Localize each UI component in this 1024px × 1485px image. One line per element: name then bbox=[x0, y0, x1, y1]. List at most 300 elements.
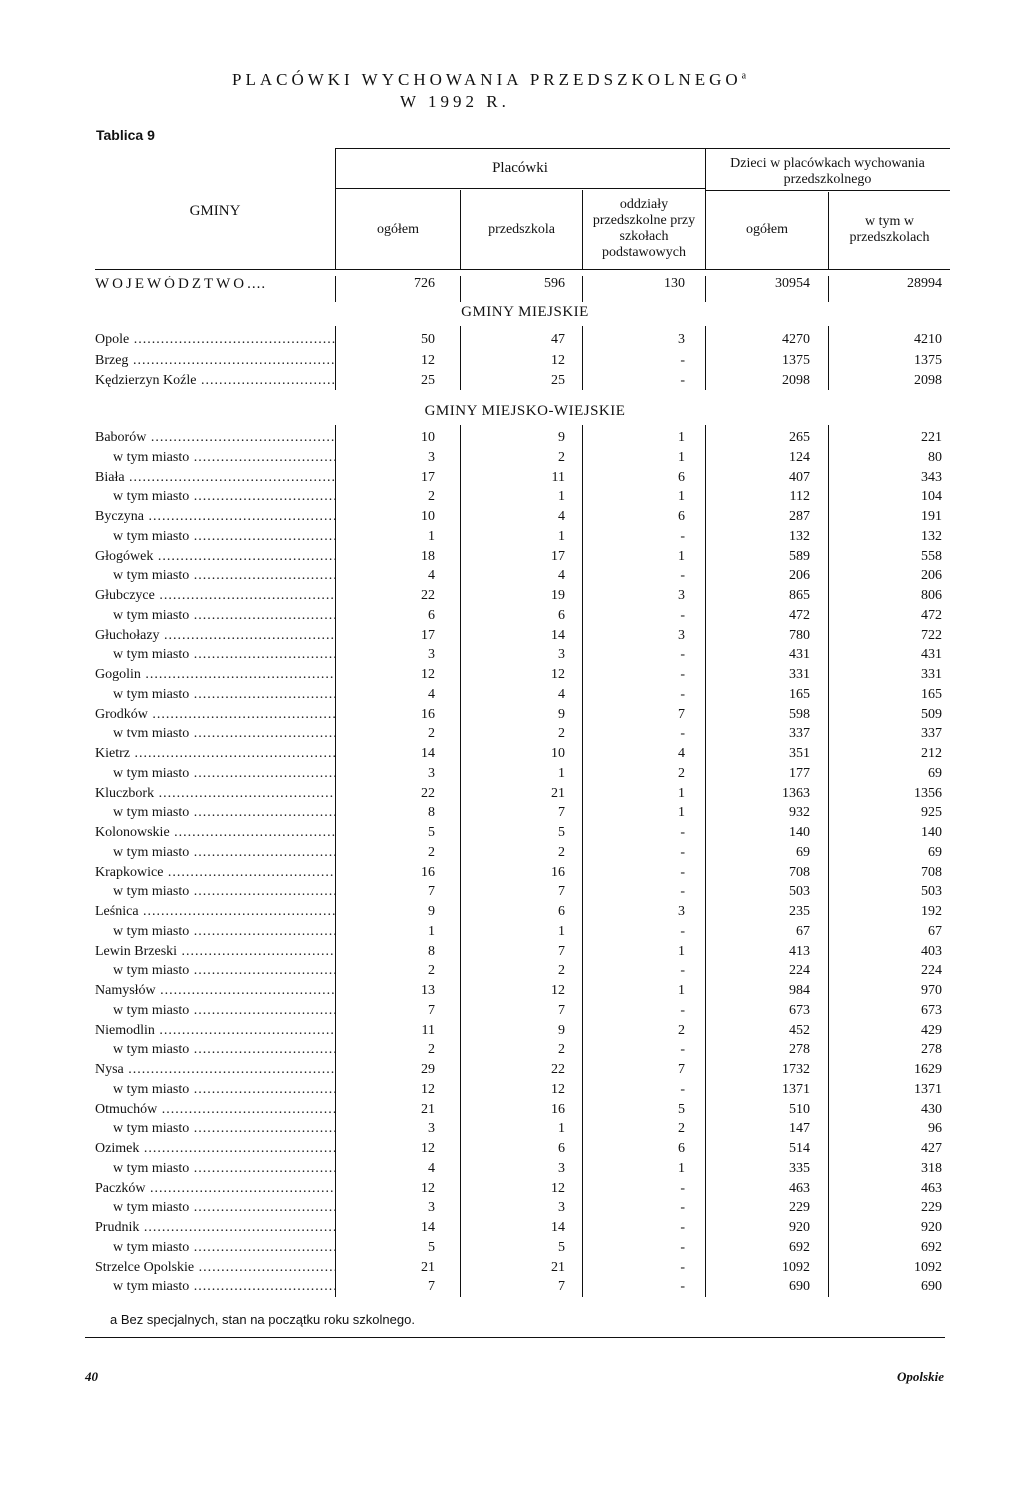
cell-w-przedszkolach: 221 bbox=[921, 430, 942, 445]
table-subrow bbox=[0, 1082, 1024, 1102]
cell-oddzialy: 5 bbox=[678, 1101, 685, 1117]
cell-ogolem: 726 bbox=[414, 276, 435, 291]
cell-oddzialy: - bbox=[680, 1259, 685, 1275]
row-name: w tym miasto ..... bbox=[113, 1279, 335, 1295]
cell-przedszkola: 14 bbox=[551, 1220, 565, 1235]
table-row bbox=[0, 667, 1024, 687]
cell-dzieci-ogolem: 598 bbox=[789, 706, 810, 722]
cell-przedszkola: 16 bbox=[551, 864, 565, 880]
cell-oddzialy: 6 bbox=[678, 469, 685, 485]
cell-dzieci-ogolem: 514 bbox=[789, 1141, 810, 1156]
row-name: Lewin Brzeski ..... bbox=[95, 944, 335, 960]
cell-w-przedszkolach: 229 bbox=[921, 1200, 942, 1216]
table-row bbox=[0, 430, 1024, 450]
cell-oddzialy: 2 bbox=[678, 1121, 685, 1137]
table-subrow bbox=[0, 647, 1024, 667]
row-name: w tym miasto ..... bbox=[113, 1161, 335, 1177]
cell-dzieci-ogolem: 337 bbox=[789, 726, 810, 742]
cell-ogolem: 10 bbox=[421, 430, 435, 445]
cell-oddzialy: 3 bbox=[678, 332, 685, 347]
cell-dzieci-ogolem: 865 bbox=[789, 588, 810, 603]
cell-przedszkola: 3 bbox=[558, 1200, 565, 1216]
row-name: w tym miasto ..... bbox=[113, 805, 335, 821]
cell-ogolem: 2 bbox=[428, 844, 435, 860]
cell-przedszkola: 6 bbox=[558, 904, 565, 919]
cell-oddzialy: - bbox=[680, 647, 685, 663]
cell-dzieci-ogolem: 124 bbox=[789, 449, 810, 465]
cell-w-przedszkolach: 472 bbox=[921, 607, 942, 623]
cell-ogolem: 7 bbox=[428, 1279, 435, 1295]
cell-w-przedszkolach: 191 bbox=[921, 509, 942, 524]
cell-w-przedszkolach: 28994 bbox=[907, 276, 942, 291]
row-name: w tym miasto ..... bbox=[113, 766, 335, 782]
cell-dzieci-ogolem: 206 bbox=[789, 568, 810, 584]
row-name: Opole ..... bbox=[95, 332, 335, 348]
table-row bbox=[0, 1220, 1024, 1240]
row-name: Niemodlin ..... bbox=[95, 1023, 335, 1039]
cell-oddzialy: - bbox=[680, 1180, 685, 1196]
placowki-rule bbox=[335, 188, 705, 189]
table-row bbox=[0, 470, 1024, 490]
table-row bbox=[0, 865, 1024, 885]
cell-ogolem: 3 bbox=[428, 1200, 435, 1216]
cell-w-przedszkolach: 337 bbox=[921, 726, 942, 742]
table-subrow bbox=[0, 963, 1024, 983]
cell-przedszkola: 2 bbox=[558, 844, 565, 860]
row-name: Baborów ..... bbox=[95, 430, 335, 446]
cell-dzieci-ogolem: 112 bbox=[789, 489, 810, 505]
cell-przedszkola: 47 bbox=[551, 332, 565, 347]
table-subrow bbox=[0, 1200, 1024, 1220]
cell-przedszkola: 11 bbox=[551, 469, 565, 485]
row-name: w tym miasto ..... bbox=[113, 1121, 335, 1137]
cell-przedszkola: 4 bbox=[558, 568, 565, 584]
cell-ogolem: 22 bbox=[421, 785, 435, 801]
cell-przedszkola: 12 bbox=[551, 352, 565, 368]
cell-przedszkola: 16 bbox=[551, 1101, 565, 1117]
cell-przedszkola: 3 bbox=[558, 1160, 565, 1176]
row-name: Byczyna ..... bbox=[95, 509, 335, 525]
cell-w-przedszkolach: 1092 bbox=[914, 1259, 942, 1275]
row-name: Kluczbork ..... bbox=[95, 786, 335, 802]
cell-ogolem: 14 bbox=[421, 1220, 435, 1235]
cell-w-przedszkolach: 427 bbox=[921, 1141, 942, 1156]
header-top-rule bbox=[335, 148, 950, 149]
cell-oddzialy: 130 bbox=[664, 276, 685, 291]
cell-przedszkola: 9 bbox=[558, 1022, 565, 1038]
cell-oddzialy: 1 bbox=[678, 805, 685, 821]
cell-oddzialy: 3 bbox=[678, 588, 685, 603]
row-name: w tym miasto ..... bbox=[113, 687, 335, 703]
cell-ogolem: 12 bbox=[421, 1180, 435, 1196]
cell-w-przedszkolach: 509 bbox=[921, 706, 942, 722]
page-running-title: Opolskie bbox=[897, 1369, 944, 1384]
cell-w-przedszkolach: 96 bbox=[928, 1121, 942, 1137]
row-name: w tym miasto ..... bbox=[113, 647, 335, 663]
row-name: w tym miasto ..... bbox=[113, 884, 335, 900]
cell-dzieci-ogolem: 472 bbox=[789, 607, 810, 623]
cell-w-przedszkolach: 69 bbox=[928, 765, 942, 781]
table-row bbox=[0, 746, 1024, 766]
cell-oddzialy: 1 bbox=[678, 983, 685, 998]
row-name: Grodków ..... bbox=[95, 707, 335, 723]
table-subrow bbox=[0, 1042, 1024, 1062]
cell-ogolem: 12 bbox=[421, 1141, 435, 1156]
row-name: Głuchołazy ..... bbox=[95, 628, 335, 644]
cell-oddzialy: 6 bbox=[678, 1141, 685, 1156]
table-subrow bbox=[0, 845, 1024, 865]
cell-oddzialy: 6 bbox=[678, 509, 685, 524]
table-row bbox=[0, 1102, 1024, 1122]
cell-ogolem: 21 bbox=[421, 1101, 435, 1117]
cell-przedszkola: 7 bbox=[558, 805, 565, 821]
table-subrow bbox=[0, 608, 1024, 628]
cell-dzieci-ogolem: 780 bbox=[789, 627, 810, 643]
cell-ogolem: 17 bbox=[421, 469, 435, 485]
header-ogolem: ogółem bbox=[377, 222, 419, 237]
cell-ogolem: 10 bbox=[421, 509, 435, 524]
table-subrow bbox=[0, 1003, 1024, 1023]
header-dzieci-ogolem: ogółem bbox=[746, 222, 788, 237]
cell-oddzialy: - bbox=[680, 884, 685, 900]
table-subrow bbox=[0, 766, 1024, 786]
cell-przedszkola: 25 bbox=[551, 373, 565, 388]
cell-oddzialy: - bbox=[680, 686, 685, 702]
row-name: Kietrz ..... bbox=[95, 746, 335, 762]
row-name: w tym miasto ..... bbox=[113, 845, 335, 861]
header-bottom-rule bbox=[95, 269, 950, 270]
cell-przedszkola: 1 bbox=[558, 528, 565, 544]
cell-oddzialy: 3 bbox=[678, 627, 685, 643]
table-row bbox=[0, 1260, 1024, 1280]
cell-w-przedszkolach: 343 bbox=[921, 469, 942, 485]
cell-przedszkola: 1 bbox=[558, 1121, 565, 1137]
row-name: w tym miasto ..... bbox=[113, 1082, 335, 1098]
table-subrow bbox=[0, 687, 1024, 707]
cell-w-przedszkolach: 1629 bbox=[914, 1062, 942, 1077]
cell-ogolem: 2 bbox=[428, 963, 435, 979]
cell-oddzialy: 2 bbox=[678, 1022, 685, 1038]
cell-ogolem: 7 bbox=[428, 1002, 435, 1018]
cell-ogolem: 2 bbox=[428, 1042, 435, 1058]
row-name: w tym miasto ..... bbox=[113, 1200, 335, 1216]
row-name: Kędzierzyn Koźle ..... bbox=[95, 373, 335, 389]
cell-ogolem: 29 bbox=[421, 1062, 435, 1077]
cell-oddzialy: - bbox=[680, 923, 685, 939]
cell-dzieci-ogolem: 503 bbox=[789, 884, 810, 900]
cell-dzieci-ogolem: 984 bbox=[789, 983, 810, 998]
table-label: Tablica 9 bbox=[96, 127, 155, 143]
cell-w-przedszkolach: 140 bbox=[921, 825, 942, 840]
cell-ogolem: 16 bbox=[421, 864, 435, 880]
header-w-tym: w tym w przedszkolach bbox=[849, 214, 930, 245]
cell-ogolem: 12 bbox=[421, 1081, 435, 1097]
cell-w-przedszkolach: 1371 bbox=[914, 1081, 942, 1097]
cell-dzieci-ogolem: 67 bbox=[796, 923, 810, 939]
table-row bbox=[0, 509, 1024, 529]
table-row bbox=[0, 707, 1024, 727]
cell-w-przedszkolach: 429 bbox=[921, 1022, 942, 1038]
page-title bbox=[232, 70, 750, 90]
cell-dzieci-ogolem: 147 bbox=[789, 1121, 810, 1137]
header-gminy: GMINY bbox=[189, 203, 241, 219]
cell-w-przedszkolach: 920 bbox=[921, 1220, 942, 1235]
cell-dzieci-ogolem: 673 bbox=[789, 1002, 810, 1018]
cell-ogolem: 21 bbox=[421, 1259, 435, 1275]
cell-ogolem: 3 bbox=[428, 647, 435, 663]
cell-dzieci-ogolem: 177 bbox=[789, 765, 810, 781]
cell-przedszkola: 12 bbox=[551, 667, 565, 682]
cell-przedszkola: 4 bbox=[558, 686, 565, 702]
cell-w-przedszkolach: 690 bbox=[921, 1279, 942, 1295]
cell-przedszkola: 12 bbox=[551, 1180, 565, 1196]
cell-ogolem: 7 bbox=[428, 884, 435, 900]
cell-przedszkola: 1 bbox=[558, 765, 565, 781]
cell-ogolem: 4 bbox=[428, 1160, 435, 1176]
table-row bbox=[0, 944, 1024, 964]
cell-przedszkola: 19 bbox=[551, 588, 565, 603]
cell-ogolem: 1 bbox=[428, 528, 435, 544]
cell-ogolem: 5 bbox=[428, 1239, 435, 1255]
row-name: w tym miasto ..... bbox=[113, 450, 335, 466]
cell-przedszkola: 21 bbox=[551, 1259, 565, 1275]
cell-dzieci-ogolem: 69 bbox=[796, 844, 810, 860]
row-name: Paczków ..... bbox=[95, 1181, 335, 1197]
row-name: Nysa ..... bbox=[95, 1062, 335, 1078]
cell-w-przedszkolach: 925 bbox=[921, 805, 942, 821]
cell-w-przedszkolach: 708 bbox=[921, 864, 942, 880]
table-subrow bbox=[0, 1240, 1024, 1260]
cell-dzieci-ogolem: 351 bbox=[789, 746, 810, 761]
table-subrow bbox=[0, 450, 1024, 470]
cell-dzieci-ogolem: 165 bbox=[789, 686, 810, 702]
cell-w-przedszkolach: 970 bbox=[921, 983, 942, 998]
cell-oddzialy: - bbox=[680, 726, 685, 742]
row-name: Biała ..... bbox=[95, 470, 335, 486]
title-text: PLACÓWKI WYCHOWANIA PRZEDSZKOLNEGO bbox=[232, 70, 742, 89]
cell-w-przedszkolach: 206 bbox=[921, 568, 942, 584]
cell-oddzialy: 1 bbox=[678, 1160, 685, 1176]
header-oddzialy: oddziały przedszkolne przy szkołach podstawowych bbox=[592, 197, 696, 260]
cell-oddzialy: 2 bbox=[678, 765, 685, 781]
page-number: 40 bbox=[85, 1369, 98, 1384]
cell-dzieci-ogolem: 1375 bbox=[782, 352, 810, 368]
cell-oddzialy: - bbox=[680, 1042, 685, 1058]
cell-w-przedszkolach: 722 bbox=[921, 627, 942, 643]
cell-przedszkola: 6 bbox=[558, 607, 565, 623]
cell-ogolem: 50 bbox=[421, 332, 435, 347]
row-name: Leśnica ..... bbox=[95, 904, 335, 920]
row-name: Głogówek ..... bbox=[95, 549, 335, 565]
cell-ogolem: 13 bbox=[421, 983, 435, 998]
cell-ogolem: 6 bbox=[428, 607, 435, 623]
table-row-wojewodztwo bbox=[0, 276, 1024, 296]
cell-przedszkola: 6 bbox=[558, 1141, 565, 1156]
cell-w-przedszkolach: 1375 bbox=[914, 352, 942, 368]
cell-ogolem: 18 bbox=[421, 548, 435, 564]
cell-dzieci-ogolem: 589 bbox=[789, 548, 810, 564]
cell-ogolem: 8 bbox=[428, 805, 435, 821]
row-name: w tym miasto ..... bbox=[113, 1042, 335, 1058]
cell-oddzialy: 1 bbox=[678, 548, 685, 564]
cell-ogolem: 16 bbox=[421, 706, 435, 722]
page-footer-rule bbox=[85, 1337, 945, 1338]
cell-dzieci-ogolem: 510 bbox=[789, 1101, 810, 1117]
cell-ogolem: 5 bbox=[428, 825, 435, 840]
table-row bbox=[0, 353, 1024, 373]
cell-przedszkola: 22 bbox=[551, 1062, 565, 1077]
row-name: Strzelce Opolskie ..... bbox=[95, 1260, 335, 1276]
cell-przedszkola: 14 bbox=[551, 627, 565, 643]
section-heading-miejskie: GMINY MIEJSKIE bbox=[461, 304, 589, 320]
cell-w-przedszkolach: 2098 bbox=[914, 373, 942, 388]
cell-ogolem: 4 bbox=[428, 568, 435, 584]
row-name: Otmuchów ..... bbox=[95, 1102, 335, 1118]
cell-oddzialy: - bbox=[680, 568, 685, 584]
cell-w-przedszkolach: 278 bbox=[921, 1042, 942, 1058]
table-subrow bbox=[0, 1279, 1024, 1299]
table-row bbox=[0, 1023, 1024, 1043]
cell-oddzialy: - bbox=[680, 1081, 685, 1097]
cell-ogolem: 14 bbox=[421, 746, 435, 761]
row-name: Kolonowskie ..... bbox=[95, 825, 335, 841]
cell-ogolem: 2 bbox=[428, 726, 435, 742]
cell-ogolem: 4 bbox=[428, 686, 435, 702]
cell-oddzialy: - bbox=[680, 607, 685, 623]
table-subrow bbox=[0, 568, 1024, 588]
cell-przedszkola: 7 bbox=[558, 884, 565, 900]
cell-ogolem: 9 bbox=[428, 904, 435, 919]
cell-przedszkola: 3 bbox=[558, 647, 565, 663]
cell-przedszkola: 5 bbox=[558, 1239, 565, 1255]
row-name: w tym miasto ..... bbox=[113, 489, 335, 505]
cell-w-przedszkolach: 806 bbox=[921, 588, 942, 603]
row-name: w tym miasto ..... bbox=[113, 963, 335, 979]
cell-w-przedszkolach: 463 bbox=[921, 1180, 942, 1196]
cell-ogolem: 22 bbox=[421, 588, 435, 603]
footnote: a Bez specjalnych, stan na początku roku szkolnego. bbox=[110, 1312, 415, 1327]
header-przedszkola: przedszkola bbox=[488, 222, 555, 237]
cell-dzieci-ogolem: 1363 bbox=[782, 785, 810, 801]
cell-dzieci-ogolem: 2098 bbox=[782, 373, 810, 388]
row-name: w tym miasto ..... bbox=[113, 1240, 335, 1256]
cell-dzieci-ogolem: 1732 bbox=[782, 1062, 810, 1077]
cell-przedszkola: 1 bbox=[558, 923, 565, 939]
row-name: w tym miasto ..... bbox=[113, 568, 335, 584]
cell-oddzialy: - bbox=[680, 864, 685, 880]
cell-w-przedszkolach: 4210 bbox=[914, 332, 942, 347]
cell-ogolem: 8 bbox=[428, 943, 435, 959]
table-subrow bbox=[0, 529, 1024, 549]
cell-przedszkola: 5 bbox=[558, 825, 565, 840]
cell-dzieci-ogolem: 265 bbox=[789, 430, 810, 445]
cell-przedszkola: 7 bbox=[558, 943, 565, 959]
cell-w-przedszkolach: 67 bbox=[928, 923, 942, 939]
cell-w-przedszkolach: 403 bbox=[921, 943, 942, 959]
cell-w-przedszkolach: 165 bbox=[921, 686, 942, 702]
cell-ogolem: 17 bbox=[421, 627, 435, 643]
cell-w-przedszkolach: 503 bbox=[921, 884, 942, 900]
cell-oddzialy: 7 bbox=[678, 1062, 685, 1077]
cell-oddzialy: - bbox=[680, 373, 685, 388]
cell-oddzialy: 1 bbox=[678, 943, 685, 959]
row-name: w tvm miasto ..... bbox=[113, 726, 335, 742]
cell-przedszkola: 2 bbox=[558, 1042, 565, 1058]
cell-przedszkola: 9 bbox=[558, 430, 565, 445]
cell-dzieci-ogolem: 708 bbox=[789, 864, 810, 880]
cell-przedszkola: 12 bbox=[551, 983, 565, 998]
cell-w-przedszkolach: 331 bbox=[921, 667, 942, 682]
table-subrow bbox=[0, 884, 1024, 904]
cell-w-przedszkolach: 673 bbox=[921, 1002, 942, 1018]
cell-ogolem: 11 bbox=[421, 1022, 435, 1038]
cell-dzieci-ogolem: 413 bbox=[789, 943, 810, 959]
row-name: w tym miasto ..... bbox=[113, 924, 335, 940]
cell-oddzialy: - bbox=[680, 844, 685, 860]
cell-przedszkola: 9 bbox=[558, 706, 565, 722]
cell-oddzialy: - bbox=[680, 1220, 685, 1235]
cell-przedszkola: 7 bbox=[558, 1002, 565, 1018]
cell-w-przedszkolach: 69 bbox=[928, 844, 942, 860]
row-name: Namysłów ..... bbox=[95, 983, 335, 999]
table-subrow bbox=[0, 1161, 1024, 1181]
cell-oddzialy: - bbox=[680, 1279, 685, 1295]
cell-dzieci-ogolem: 690 bbox=[789, 1279, 810, 1295]
cell-dzieci-ogolem: 431 bbox=[789, 647, 810, 663]
cell-ogolem: 3 bbox=[428, 449, 435, 465]
cell-w-przedszkolach: 431 bbox=[921, 647, 942, 663]
table-subrow bbox=[0, 1121, 1024, 1141]
page-subtitle: W 1992 R. bbox=[400, 92, 510, 111]
cell-przedszkola: 10 bbox=[551, 746, 565, 761]
cell-przedszkola: 1 bbox=[558, 489, 565, 505]
table-row bbox=[0, 825, 1024, 845]
cell-oddzialy: - bbox=[680, 667, 685, 682]
cell-dzieci-ogolem: 4270 bbox=[782, 332, 810, 347]
row-name: w tym miasto ..... bbox=[113, 529, 335, 545]
table-subrow bbox=[0, 726, 1024, 746]
table-row bbox=[0, 786, 1024, 806]
cell-oddzialy: - bbox=[680, 1002, 685, 1018]
cell-w-przedszkolach: 104 bbox=[921, 489, 942, 505]
cell-ogolem: 2 bbox=[428, 489, 435, 505]
cell-oddzialy: - bbox=[680, 825, 685, 840]
dzieci-rule bbox=[705, 190, 950, 191]
cell-dzieci-ogolem: 932 bbox=[789, 805, 810, 821]
cell-dzieci-ogolem: 229 bbox=[789, 1200, 810, 1216]
row-name: Brzeg ..... bbox=[95, 353, 335, 369]
cell-dzieci-ogolem: 132 bbox=[789, 528, 810, 544]
cell-oddzialy: 1 bbox=[678, 785, 685, 801]
cell-dzieci-ogolem: 278 bbox=[789, 1042, 810, 1058]
cell-w-przedszkolach: 192 bbox=[921, 904, 942, 919]
row-name: w tym miasto ..... bbox=[113, 608, 335, 624]
cell-dzieci-ogolem: 235 bbox=[789, 904, 810, 919]
cell-oddzialy: 4 bbox=[678, 746, 685, 761]
row-name: Gogolin ..... bbox=[95, 667, 335, 683]
table-row bbox=[0, 628, 1024, 648]
cell-dzieci-ogolem: 140 bbox=[789, 825, 810, 840]
footnote-marker: a bbox=[741, 70, 751, 82]
table-row bbox=[0, 904, 1024, 924]
cell-w-przedszkolach: 692 bbox=[921, 1239, 942, 1255]
table-row bbox=[0, 549, 1024, 569]
cell-dzieci-ogolem: 692 bbox=[789, 1239, 810, 1255]
cell-w-przedszkolach: 212 bbox=[921, 746, 942, 761]
cell-oddzialy: 3 bbox=[678, 904, 685, 919]
cell-ogolem: 1 bbox=[428, 923, 435, 939]
cell-oddzialy: - bbox=[680, 528, 685, 544]
